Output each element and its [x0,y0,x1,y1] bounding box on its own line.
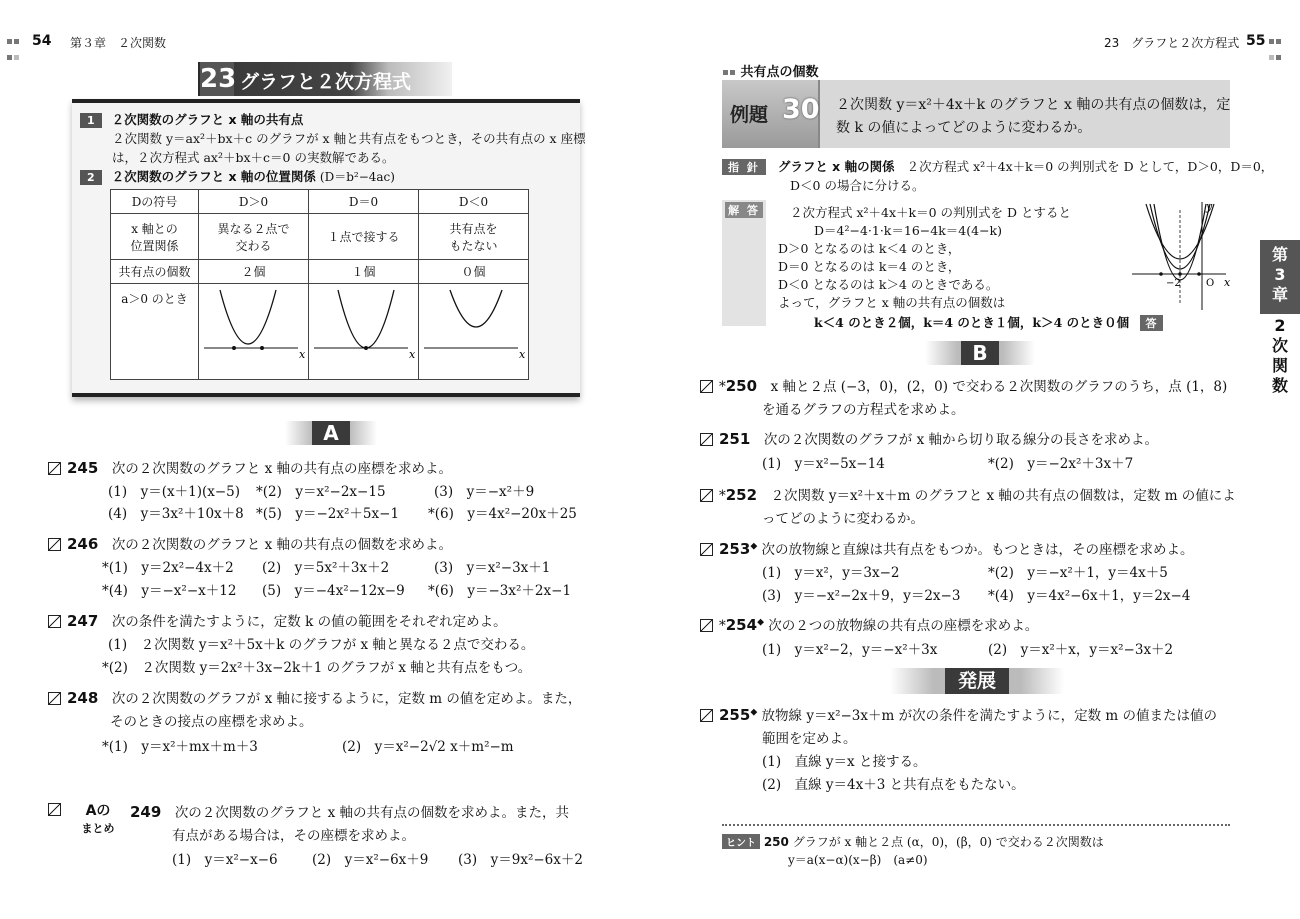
table-cell: １個 [309,260,419,284]
hint-footer-tag: ヒント [722,834,760,849]
hint-footer [722,833,1104,850]
right-page-marker [1268,33,1292,47]
left-page-number: 54 [32,33,52,49]
sub-question: (2) 直線 y＝4x＋3 と共有点をもたない。 [762,777,1025,793]
graph-x-label: x [1224,276,1231,289]
example-text-line2: 数 k の値によってどのように変わるか。 [836,120,1092,136]
right-chapter-title: 23 グラフと２次方程式 [1104,36,1240,50]
problem-number: 245 [67,459,99,477]
problem-text: 次の２つの放物線の共有点の座標を求めよ。 [768,618,1039,634]
hint-row [722,157,1273,175]
answer-line: D＝0 となるのは k＝4 のとき， [778,259,961,274]
right-page-number: 55 [1246,33,1266,49]
problem-text: ２次関数 y＝x²＋x＋m のグラフと x 軸の共有点の個数は，定数 m の値によ [770,488,1236,504]
problem-253 [700,538,1194,558]
sub-question: (3) y＝−x²＋9 [434,484,535,500]
sub-question: *(6) y＝−3x²＋2x−1 [428,583,572,599]
hint-tag: 指 針 [722,159,766,175]
answer-line: D＝4²−4·1·k＝16−4k＝4(4−k) [814,223,1003,238]
table-header-zero: D＝0 [309,190,419,214]
problem-249-checkbox [48,801,67,818]
problem-text: 次の２次関数のグラフと x 軸の共有点の個数を求めよ。また，共 [174,805,570,821]
problem-252 [700,484,1236,504]
sub-question: (2) y＝5x²＋3x＋2 [262,560,390,576]
example-graph [1128,200,1232,312]
example-label [722,80,820,148]
sub-question: (1) ２次関数 y＝x²＋5x＋k のグラフが x 軸と異なる２点で交わる。 [108,637,535,653]
checkbox-icon[interactable] [48,615,61,628]
sub-question: *(1) y＝x²＋mx＋m＋3 [102,739,258,755]
summary-item2-heading [80,167,395,185]
sub-question: (2) y＝x²＋x，y＝x²−3x＋2 [988,642,1174,658]
section-a-label: A [312,421,350,445]
checkbox-icon[interactable] [48,462,61,475]
problem-text: 次の２次関数のグラフが x 軸に接するように，定数 m の値を定めよ。また， [111,691,582,707]
sub-question: *(2) y＝−x²＋1，y＝4x＋5 [988,565,1168,581]
sub-question: (2) y＝x²−6x＋9 [312,852,429,868]
section-a-banner [285,421,377,445]
checkbox-icon[interactable] [48,538,61,551]
problem-text-cont: 有点がある場合は，その座標を求めよ。 [172,828,415,844]
section-advanced-banner [890,668,1064,694]
problem-number: 249 [130,803,162,821]
summary-item2-number: 2 [80,170,102,185]
sub-question: *(6) y＝4x²−20x＋25 [428,506,577,522]
hint-divider [722,824,1230,826]
matome-badge [76,800,120,835]
checkbox-icon[interactable] [48,803,61,816]
sub-question: (1) 直線 y＝x と接する。 [762,754,927,770]
hint-footer-line1: グラフが x 軸と２点 (α，0)，(β，0) で交わる２次関数は [792,835,1104,849]
sub-question: *(4) y＝4x²−6x＋1，y＝2x−4 [988,588,1191,604]
answer-mark: 答 [1140,315,1163,331]
axis-label-x: x [298,348,305,361]
left-chapter-title: 第３章 ２次関数 [70,36,167,50]
hint-line1: ２次方程式 x²＋4x＋k＝0 の判別式を D として，D＞0，D＝0， [906,159,1274,174]
sub-question: (2) y＝x²−2√2 x＋m²−m [342,739,514,755]
answer-line: ２次方程式 x²＋4x＋k＝0 の判別式を D とすると [790,205,1072,220]
problem-text: 放物線 y＝x²−3x＋m が次の条件を満たすように，定数 m の値または値の [761,708,1217,724]
checkbox-icon[interactable] [700,489,713,502]
graph-one-point [309,284,419,380]
advanced-mark: ◆ [750,707,758,718]
sub-question: *(2) y＝−2x²＋3x＋7 [988,456,1134,472]
sub-question: (4) y＝3x²＋10x＋8 [108,506,244,522]
checkbox-icon[interactable] [48,692,61,705]
sub-question: *(4) y＝−x²−x＋12 [102,583,237,599]
sub-question: (1) y＝x²−x−6 [172,852,278,868]
table-cell: 異なる２点で 交わる [199,214,309,260]
graph-two-points [199,284,309,380]
summary-item1-number: 1 [80,113,102,128]
star-mark: * [719,618,726,634]
problem-246 [48,533,452,553]
problem-249 [130,801,569,821]
advanced-mark: ◆ [750,541,758,552]
answer-line: D＜0 となるのは k＞4 のときである。 [778,277,999,292]
answer-tag-box [722,200,766,326]
answer-line: D＞0 となるのは k＜4 のとき， [778,241,961,256]
summary-item2-title: ２次関数のグラフと x 軸の位置関係 [111,169,316,184]
sub-question: *(2) ２次関数 y＝2x²＋3x−2k＋1 のグラフが x 軸と共有点をもつ。 [102,660,532,676]
sub-question: (3) y＝x²−3x＋1 [434,560,551,576]
table-row-graph-label: a＞0 のとき [111,284,199,380]
problem-number: 252 [725,486,758,504]
summary-item2-note: (D＝b²−4ac) [319,170,395,184]
matome-bottom: まとめ [81,822,115,835]
problem-number: 247 [67,612,99,630]
problem-text: 次の２次関数のグラフと x 軸の共有点の個数を求めよ。 [111,537,453,553]
problem-text: 次の条件を満たすように，定数 k の値の範囲をそれぞれ定めよ。 [111,614,507,630]
graph-minus-two: −2 [1166,278,1181,289]
matome-top: Aの [85,803,111,819]
summary-item1-title: ２次関数のグラフと x 軸の共有点 [111,112,304,127]
sub-question: *(5) y＝−2x²＋5x−1 [256,506,400,522]
table-row-position-label: x 軸との 位置関係 [111,214,199,260]
table-header-sign: Dの符号 [111,190,199,214]
problem-number: 253 [719,540,751,558]
table-cell: １点で接する [309,214,419,260]
table-row-count-label: 共有点の個数 [111,260,199,284]
graph-origin: O [1206,278,1215,289]
problem-250 [700,375,1227,395]
problem-255 [700,704,1217,724]
axis-label-x: x [518,348,525,361]
left-page-marker [6,33,30,47]
section-b-label: B [961,341,999,365]
sub-question: (1) y＝x²，y＝3x−2 [762,565,900,581]
example-number: 30 [782,94,820,125]
problem-text: 次の２次関数のグラフと x 軸の共有点の座標を求めよ。 [111,461,453,477]
section-advanced-label: 発展 [945,668,1009,694]
answer-tag: 解 答 [725,202,763,218]
problem-number: 250 [725,377,758,395]
star-mark: * [719,488,726,504]
table-cell: 共有点を もたない [419,214,529,260]
problem-number: 246 [67,535,99,553]
hint-line2: D＜0 の場合に分ける。 [790,178,925,193]
answer-final [814,313,1163,331]
problem-number: 248 [67,689,99,707]
checkbox-icon[interactable] [700,619,713,632]
problem-text: x 軸と２点 (−3，0)，(2，0) で交わる２次関数のグラフのうち，点 (1，8) [770,379,1228,395]
section-title: グラフと２次方程式 [240,71,412,93]
answer-line: よって，グラフと x 軸の共有点の個数は [778,295,1006,310]
example-heading-text: 共有点の個数 [740,65,819,80]
table-header-positive: D＞0 [199,190,309,214]
table-cell: ２個 [199,260,309,284]
table-header-negative: D＜0 [419,190,529,214]
summary-item1-heading [80,110,303,128]
summary-item1-line2: は，２次方程式 ax²＋bx＋c＝0 の実数解である。 [112,150,395,165]
graph-y-label: y [1206,200,1213,213]
example-label-text: 例題 [730,104,769,126]
axis-label-x: x [408,348,415,361]
sub-question: (1) y＝x²−2，y＝−x²＋3x [762,642,938,658]
problem-number: 254 [725,616,758,634]
hint-footer-number: 250 [763,835,789,849]
section-number: 23 [200,64,237,94]
problem-247 [48,610,507,630]
sub-question: (1) y＝x²−5x−14 [762,456,885,472]
advanced-mark: ◆ [757,617,764,628]
sub-question: (3) y＝−x²−2x＋9，y＝2x−3 [762,588,961,604]
problem-text-cont: 範囲を定めよ。 [762,731,857,747]
problem-248 [48,687,581,707]
problem-254 [700,614,1038,634]
problem-number: 251 [719,430,751,448]
sub-question: *(2) y＝x²−2x−15 [256,484,386,500]
chapter-side-tab[interactable]: 第 3 章 [1260,240,1300,314]
hint-footer-line2: y＝a(x−α)(x−β) (a≠0) [788,853,928,867]
problem-text: 次の放物線と直線は共有点をもつか。もつときは，その座標を求めよ。 [761,542,1194,558]
section-b-banner [925,341,1035,365]
discriminant-table [110,189,529,380]
problem-text-cont: ってどのように変わるか。 [762,511,924,527]
problem-number: 255 [719,706,751,724]
star-mark: * [719,379,726,395]
table-cell: ０個 [419,260,529,284]
checkbox-icon[interactable] [700,709,713,722]
problem-text: 次の２次関数のグラフが x 軸から切り取る線分の長さを求めよ。 [763,432,1159,448]
problem-251 [700,428,1158,448]
problem-text-cont: そのときの接点の座標を求めよ。 [110,714,313,730]
problem-245 [48,457,452,477]
sub-question: (3) y＝9x²−6x＋2 [458,852,583,868]
example-text-line1: ２次関数 y＝x²＋4x＋k のグラフと x 軸の共有点の個数は，定 [836,97,1231,113]
chapter-side-title: 2 次 関 数 [1271,316,1288,395]
checkbox-icon[interactable] [700,433,713,446]
graph-no-point [419,284,529,380]
sub-question: (1) y＝(x＋1)(x−5) [108,484,241,500]
summary-item1-line1: ２次関数 y＝ax²＋bx＋c のグラフが x 軸と共有点をもつとき，その共有点の x 座標 [112,131,586,146]
example-heading [722,61,818,80]
problem-text-cont: を通るグラフの方程式を求めよ。 [762,402,965,418]
sub-question: (5) y＝−4x²−12x−9 [262,583,405,599]
sub-question: *(1) y＝2x²−4x＋2 [102,560,234,576]
answer-final-text: k＜4 のとき２個，k＝4 のとき１個，k＞4 のとき０個 [814,315,1130,330]
hint-title: グラフと x 軸の関係 [777,159,895,174]
checkbox-icon[interactable] [700,543,713,556]
checkbox-icon[interactable] [700,380,713,393]
